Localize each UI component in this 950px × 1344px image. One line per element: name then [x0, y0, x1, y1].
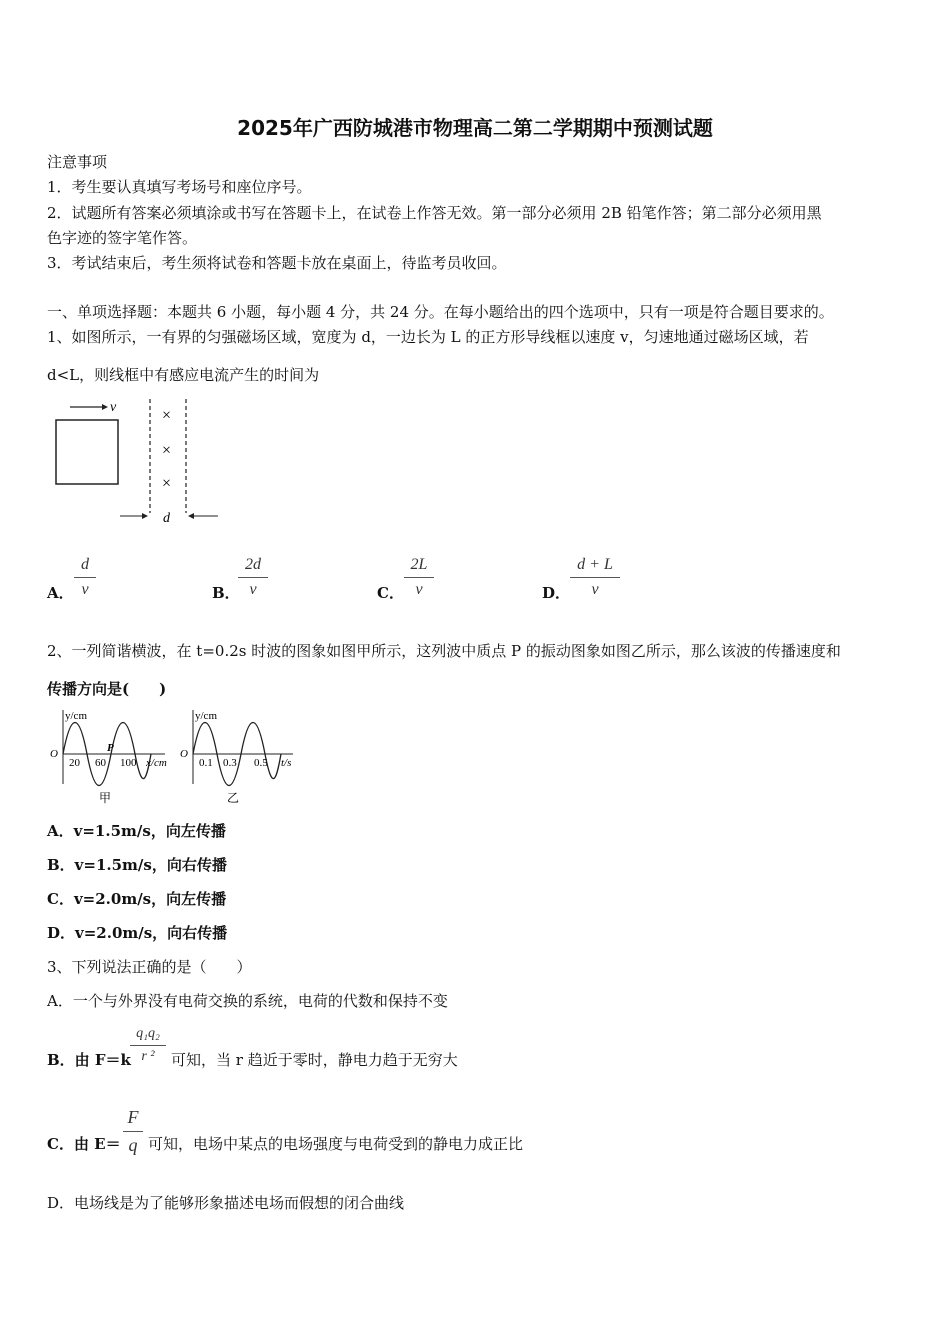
q3-option-c-suffix: 可知，电场中某点的电场强度与电荷受到的静电力成正比: [148, 1135, 524, 1153]
denominator: v: [591, 581, 599, 598]
q2-stem: 2、一列简谐横波，在 t=0.2s 时波的图象如图甲所示，这列波中质点 P 的振动图象如图乙所示，那么该波的传播速度和: [47, 642, 841, 660]
q2-option: C．v=2.0m/s，向左传播: [47, 890, 227, 908]
notice-item: 色字迹的签字笔作答。: [47, 229, 198, 247]
q1-stem: 1、如图所示，一有界的匀强磁场区域，宽度为 d，一边长为 L 的正方形导线框以速度 v，匀速地通过磁场区域，若: [47, 328, 809, 346]
t-tick: 0.1: [199, 757, 213, 769]
denominator: v: [415, 581, 423, 598]
numerator: d + L: [577, 556, 613, 573]
q2-option: D．v=2.0m/s，向右传播: [47, 924, 228, 942]
wire-frame: [56, 420, 118, 484]
option-label: A．: [47, 584, 74, 602]
option-d-fraction: [570, 556, 620, 599]
figure-caption: 甲: [99, 791, 112, 805]
x-axis-label: x/cm: [146, 757, 167, 769]
origin-label: O: [50, 748, 58, 760]
q2-option: B．v=1.5m/s，向右传播: [47, 856, 227, 874]
arrow-head-icon: [142, 513, 148, 519]
q3-option-b-prefix: B．由 F＝k: [47, 1051, 131, 1069]
field-cross: ×: [162, 442, 172, 459]
denominator: v: [249, 581, 257, 598]
field-strength-fraction: [123, 1107, 143, 1156]
notice-item: 2．试题所有答案必须填涂或书写在答题卡上，在试卷上作答无效。第一部分必须用 2B 铅笔作答；第二部分必须用黑: [47, 204, 822, 222]
field-cross: ×: [162, 475, 172, 492]
numerator: q₁q₂: [136, 1026, 160, 1041]
notice-heading: 注意事项: [47, 153, 108, 171]
option-b-fraction: [238, 556, 268, 599]
q1-stem-cont: d<L，则线框中有感应电流产生的时间为: [47, 366, 320, 384]
v-label: v: [110, 400, 117, 415]
x-tick: 20: [69, 757, 80, 769]
denominator: r ²: [141, 1049, 155, 1064]
option-label: C．: [377, 584, 404, 602]
numerator: d: [81, 556, 89, 573]
arrow-head-icon: [102, 404, 108, 410]
q3-stem: 3、下列说法正确的是（ ）: [47, 958, 252, 976]
figure-caption: 乙: [227, 791, 240, 805]
q3-option-c-prefix: C．由 E＝: [47, 1135, 121, 1153]
arrow-head-icon: [188, 513, 194, 519]
y-axis-label: y/cm: [195, 710, 217, 722]
option-label: D．: [542, 584, 571, 602]
notice-item: 3．考试结束后，考生须将试卷和答题卡放在桌面上，待监考员收回。: [47, 254, 507, 272]
t-tick: 0.5: [254, 757, 268, 769]
numerator: F: [127, 1107, 139, 1127]
t-axis-label: t/s: [281, 757, 292, 769]
denominator: q: [128, 1135, 138, 1155]
t-tick: 0.3: [223, 757, 237, 769]
x-tick: 100: [120, 757, 137, 769]
q3-option-d: D．电场线是为了能够形象描述电场而假想的闭合曲线: [47, 1194, 405, 1212]
option-c-fraction: [404, 556, 434, 599]
field-cross: ×: [162, 407, 172, 424]
q2-stem-cont: 传播方向是( ): [47, 680, 167, 698]
option-label: B．: [212, 584, 240, 602]
q1-figure: [50, 395, 225, 530]
y-axis-label: y/cm: [65, 710, 87, 722]
d-label: d: [163, 511, 170, 526]
denominator: v: [81, 581, 89, 598]
notice-item: 1．考生要认真填写考场号和座位序号。: [47, 178, 312, 196]
q3-option-a: A．一个与外界没有电荷交换的系统，电荷的代数和保持不变: [47, 992, 448, 1010]
page-title: 2025年广西防城港市物理高二第二学期期中预测试题: [237, 116, 713, 140]
x-tick: 60: [95, 757, 106, 769]
q2-option: A．v=1.5m/s，向左传播: [47, 822, 226, 840]
point-p-label: P: [107, 742, 114, 754]
origin-label: O: [180, 748, 188, 760]
q2-figures: [47, 706, 297, 806]
section-heading: 一、单项选择题：本题共 6 小题，每小题 4 分，共 24 分。在每小题给出的四个选项中，只有一项是符合题目要求的。: [47, 303, 834, 321]
q3-option-b-suffix: 可知，当 r 趋近于零时，静电力趋于无穷大: [171, 1051, 458, 1069]
coulomb-fraction: [130, 1026, 166, 1065]
option-a-fraction: [74, 556, 96, 599]
numerator: 2L: [410, 556, 428, 573]
numerator: 2d: [245, 556, 261, 573]
